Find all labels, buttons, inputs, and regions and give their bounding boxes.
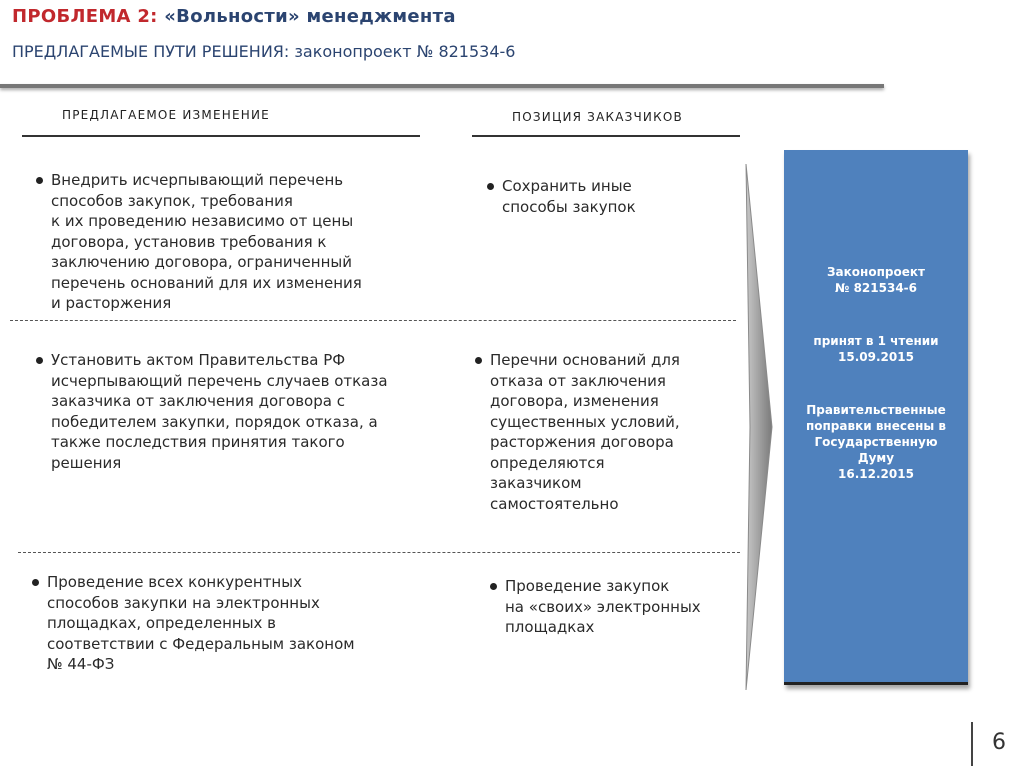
position-2-line: самостоятельно xyxy=(490,494,619,513)
position-2-line: заказчиком xyxy=(490,474,582,492)
proposal-1-line: перечень оснований для их изменения xyxy=(51,273,362,292)
proposal-1-line: Внедрить исчерпывающий перечень xyxy=(51,171,344,189)
position-1-line: Сохранить иные xyxy=(502,177,632,195)
position-2-line: расторжения договора xyxy=(490,433,674,451)
proposal-2-line: решения xyxy=(51,453,122,472)
proposal-2-line: Установить актом Правительства РФ xyxy=(51,351,346,369)
page-title xyxy=(12,6,456,27)
bill-number xyxy=(788,264,964,296)
bullet-icon xyxy=(487,183,494,190)
proposal-3-line: Проведение всех конкурентных xyxy=(47,573,302,591)
proposal-2-line: заказчика от заключения договора с xyxy=(51,392,345,410)
proposal-3-line: площадках, определенных в xyxy=(47,614,277,632)
position-1-line: способы закупок xyxy=(502,197,636,216)
page-number-divider xyxy=(971,722,973,766)
row-divider xyxy=(10,320,736,321)
column-heading-position: ПОЗИЦИЯ ЗАКАЗЧИКОВ xyxy=(512,110,683,124)
bullet-icon xyxy=(490,583,497,590)
column-rule-position xyxy=(472,135,740,137)
bill-status-box xyxy=(784,150,968,685)
page-subtitle: ПРЕДЛАГАЕМЫЕ ПУТИ РЕШЕНИЯ: законопроект № 821534-6 xyxy=(12,42,516,61)
proposal-1-line: договора, установив требования к xyxy=(51,232,327,251)
chevron-right-icon xyxy=(744,164,774,690)
bullet-icon xyxy=(36,177,43,184)
reading-line: 15.09.2015 xyxy=(838,350,914,364)
proposal-1-line: способов закупок, требования xyxy=(51,191,293,210)
amend-line: Думу xyxy=(857,451,895,465)
proposal-1-line: и расторжения xyxy=(51,294,172,312)
position-item-1 xyxy=(502,176,636,217)
row-divider xyxy=(18,552,740,553)
proposal-item-1 xyxy=(51,170,362,314)
amend-line: 16.12.2015 xyxy=(838,467,914,481)
proposal-3-line: № 44-ФЗ xyxy=(47,655,115,673)
proposal-item-2 xyxy=(51,350,388,473)
column-heading-proposal: ПРЕДЛАГАЕМОЕ ИЗМЕНЕНИЕ xyxy=(62,108,270,122)
reading-line: принят в 1 чтении xyxy=(813,334,939,348)
proposal-1-line: к их проведению независимо от цены xyxy=(51,212,354,230)
amendments-status xyxy=(788,402,964,482)
proposal-2-line: также последствия принятия такого xyxy=(51,433,345,451)
amend-line: Правительственные xyxy=(806,403,946,417)
bullet-icon xyxy=(36,357,43,364)
bullet-icon xyxy=(475,357,482,364)
first-reading-status xyxy=(788,333,964,365)
position-3-line: Проведение закупок xyxy=(505,577,670,595)
amend-line: Государственную xyxy=(814,435,938,449)
amend-line: поправки внесены в xyxy=(805,419,947,433)
header-divider xyxy=(0,84,884,88)
position-3-line: площадках xyxy=(505,618,595,636)
bill-line: № 821534-6 xyxy=(834,281,918,295)
position-2-line: существенных условий, xyxy=(490,412,680,431)
column-rule-proposal xyxy=(22,135,420,137)
title-text: «Вольности» менеджмента xyxy=(164,6,456,27)
bullet-icon xyxy=(32,579,39,586)
position-2-line: отказа от заключения xyxy=(490,371,666,390)
proposal-1-line: заключению договора, ограниченный xyxy=(51,253,352,271)
page-number: 6 xyxy=(992,730,1006,755)
position-item-2 xyxy=(490,350,680,514)
position-2-line: определяются xyxy=(490,453,605,472)
proposal-2-line: исчерпывающий перечень случаев отказа xyxy=(51,371,388,390)
position-2-line: договора, изменения xyxy=(490,392,659,410)
proposal-2-line: победителем закупки, порядок отказа, а xyxy=(51,412,378,431)
proposal-3-line: способов закупки на электронных xyxy=(47,593,320,612)
proposal-3-line: соответствии с Федеральным законом xyxy=(47,634,355,653)
position-item-3 xyxy=(505,576,701,638)
position-2-line: Перечни оснований для xyxy=(490,351,680,369)
position-3-line: на «своих» электронных xyxy=(505,597,701,616)
proposal-item-3 xyxy=(47,572,355,675)
bill-line: Законопроект xyxy=(827,265,925,279)
title-prefix: ПРОБЛЕМА 2: xyxy=(12,6,158,27)
